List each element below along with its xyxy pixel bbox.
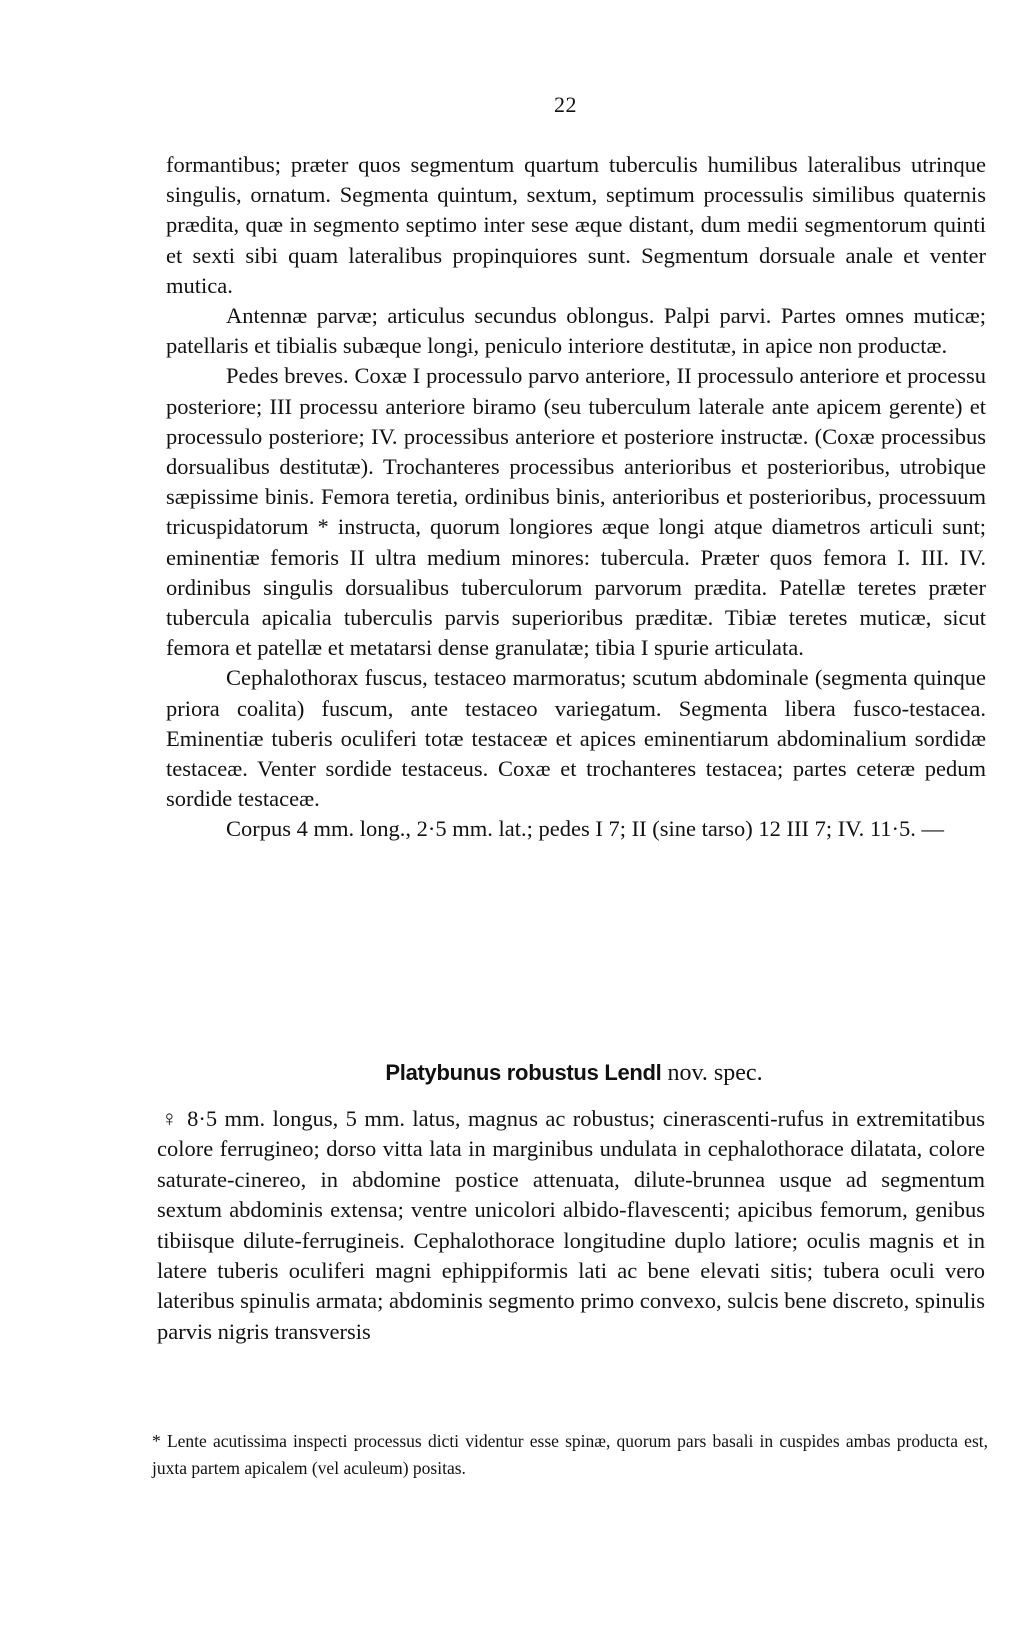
- main-text: [166, 150, 986, 845]
- species-suffix: nov. spec.: [667, 1060, 763, 1086]
- species-name: Platybunus robustus Lendl: [385, 1060, 662, 1085]
- description-paragraph: ♀ 8·5 mm. longus, 5 mm. latus, magnus ac robustus; cinerascenti-rufus in extremitatibus colore ferrugineo; dorso vitta lata in marginibus undulata in cephalothorace dilatata, colore saturate-cinereo, in abdomine postice attenuata, dilute-brunnea usque ad segmentum sextum abdominis extensa; ventre unicolori albido-flavescenti; apicibus femorum, genibus tibiisque dilute-ferrugineis. Cephalothorace longitudine duplo latiore; oculis magnis et in latere tuberis oculiferi magni ephippiformis lati ac bene elevati sitis; tubera oculi vero lateribus spinulis armata; abdominis segmento primo convexo, sulcis bene discreto, spinulis parvis nigris transversis: [157, 1106, 985, 1344]
- paragraph-measurements: Corpus 4 mm. long., 2·5 mm. lat.; pedes I 7; II (sine tarso) 12 III 7; IV. 11·5. —: [226, 816, 945, 842]
- paragraph-coloration: Cephalothorax fuscus, testaceo marmoratus; scutum abdominale (segmenta quinque priora coalita) fuscum, ante testaceo variegatum. Segmenta libera fusco-testacea. Eminentiæ tuberis oculiferi totæ testaceæ et apices eminentiarum abdominalium sordidæ testaceæ. Venter sordide testaceus. Coxæ et trochanteres testacea; partes ceteræ pedum sordide testaceæ.: [166, 665, 986, 812]
- species-heading: [164, 1060, 984, 1087]
- footnote-text: * Lente acutissima inspecti processus dicti videntur esse spinæ, quorum pars basali in cuspides ambas producta est, juxta partem apicalem (vel aculeum) positas.: [152, 1431, 988, 1478]
- paragraph-pedes: Pedes breves. Coxæ I processulo parvo anteriore, II processulo anteriore et processu posteriore; III processu anteriore biramo (seu tuberculum laterale ante apicem gerente) et processulo posteriore; IV. processibus anteriore et posteriore instructæ. (Coxæ processibus dorsualibus destitutæ). Trochanteres processibus anterioribus et posterioribus, utrobique sæpissime binis. Femora teretia, ordinibus binis, anterioribus et posterioribus, processuum tricuspidatorum * instructa, quorum longiores æque longi atque diametros articuli sunt; eminentiæ femoris II ultra medium minores: tubercula. Præter quos femora I. III. IV. ordinibus singulis dorsualibus tuberculorum parvorum prædita. Patellæ teretes præter tubercula apicalia tuberculis parvis superioribus præditæ. Tibiæ teretes muticæ, sicut femora et patellæ et metatarsi dense granulatæ; tibia I spurie articulata.: [166, 363, 986, 661]
- paragraph-antennae: Antennæ parvæ; articulus secundus oblongus. Palpi parvi. Partes omnes muticæ; patellaris et tibialis subæque longi, peniculo interiore destitutæ, in apice non productæ.: [166, 303, 986, 359]
- page-number: 22: [554, 92, 577, 117]
- paragraph-segments: formantibus; præter quos segmentum quartum tuberculis humilibus lateralibus utrinque singulis, ornatum. Segmenta quintum, sextum, septimum processulis similibus quaternis prædita, quæ in segmento septimo inter sese æque distant, dum medii segmentorum quinti et sexti sibi quam lateralibus propinquiores sunt. Segmentum dorsuale anale et venter mutica.: [166, 152, 986, 298]
- species-description: [157, 1104, 985, 1347]
- footnote: [152, 1428, 988, 1482]
